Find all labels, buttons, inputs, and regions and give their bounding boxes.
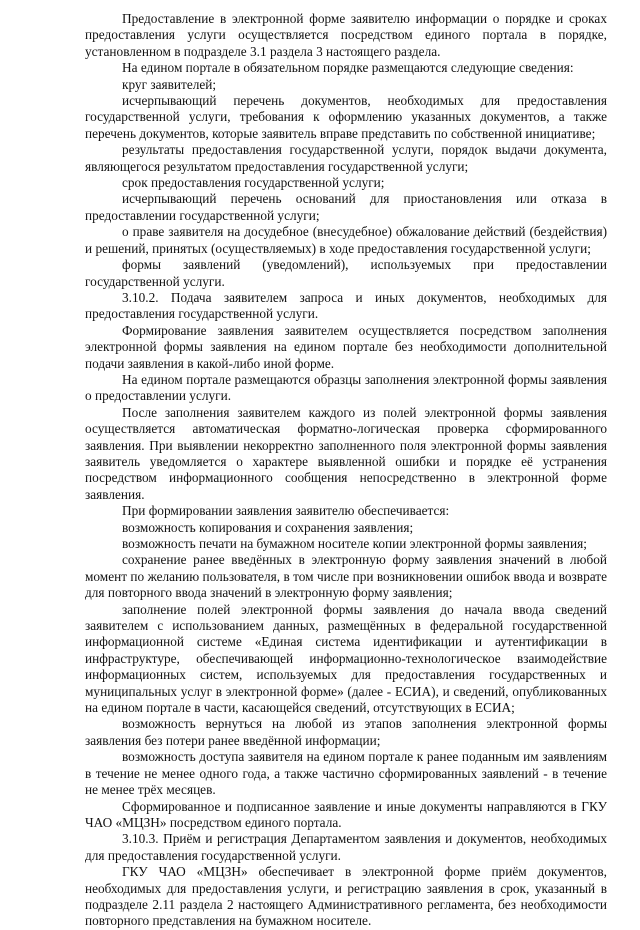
paragraph-provides: При формировании заявления заявителю обеспечивается:: [122, 503, 450, 519]
paragraph-term: срок предоставления государственной услуги;: [122, 175, 385, 191]
paragraph-prefill-esia: заполнение полей электронной формы заявления до начала ввода сведений заявителем с использованием данных, размещённых в федеральной государственной информационной системе «Единая система идентификации и аутентификации в инфраструктуре, обеспечивающей информационно-технологическое взаимодействие информационных систем, используемых для предоставления государственных и муниципальных услуг в электронной форме» (далее - ЕСИА), и сведений, опубликованных на едином портале в части, касающейся сведений, отсутствующих в ЕСИА;: [85, 601, 607, 716]
paragraph-section-3-10-3: 3.10.3. Приём и регистрация Департаментом заявления и документов, необходимых для предоставления государственной услуги.: [85, 831, 607, 863]
paragraph-form-filling: Формирование заявления заявителем осуществляется посредством заполнения электронной формы заявления на едином портале без необходимости дополнительной подачи заявления в какой-либо иной форме.: [85, 322, 607, 371]
paragraph-refusal-grounds: исчерпывающий перечень оснований для приостановления или отказа в предоставлении государственной услуги;: [85, 191, 607, 223]
paragraph-registration: ГКУ ЧАО «МЦЗН» обеспечивает в электронной форме приём документов, необходимых для предоставления услуги, и регистрацию заявления в срок, указанный в подразделе 2.11 раздела 2 настоящего Административного регламента, без необходимости повторного представления на бумажном носителе.: [85, 864, 607, 929]
paragraph-save-values: сохранение ранее введённых в электронную форму заявления значений в любой момент по желанию пользователя, в том числе при возникновении ошибок ввода и возврате для повторного ввода значений в электронную форму заявления;: [85, 552, 607, 601]
paragraph-forms: формы заявлений (уведомлений), используемых при предоставлении государственной услуги.: [85, 257, 607, 289]
paragraph-return-stage: возможность вернуться на любой из этапов заполнения электронной формы заявления без потери ранее введённой информации;: [85, 716, 607, 748]
paragraph-validation: После заполнения заявителем каждого из полей электронной формы заявления осуществляется автоматическая форматно-логическая проверка сформированного заявления. При выявлении некорректно заполненного поля электронной формы заявления заявитель уведомляется о характере выявленной ошибки и порядке её устранения посредством информационного сообщения непосредственно в электронной форме заявления.: [85, 404, 607, 502]
paragraph-portal-info: На едином портале в обязательном порядке размещаются следующие сведения:: [122, 60, 574, 76]
paragraph-samples: На едином портале размещаются образцы заполнения электронной формы заявления о предоставлении услуги.: [85, 371, 607, 404]
paragraph-print: возможность печати на бумажном носителе копии электронной формы заявления;: [122, 536, 587, 551]
paragraph-access-history: возможность доступа заявителя на едином портале к ранее поданным им заявлениям в течение не менее одного года, а также частично сформированных заявлений - в течение не менее трёх месяцев.: [85, 749, 607, 798]
paragraph-section-3-10-2: 3.10.2. Подача заявителем запроса и иных документов, необходимых для предоставления государственной услуги.: [85, 289, 607, 322]
paragraph-submission: Сформированное и подписанное заявление и иные документы направляются в ГКУ ЧАО «МЦЗН» посредством единого портала.: [85, 798, 607, 830]
paragraph-appeal-right: о праве заявителя на досудебное (внесудебное) обжалование действий (бездействия) и решений, принятых (осуществляемых) в ходе предоставления государственной услуги;: [85, 224, 607, 256]
paragraph-copy-save: возможность копирования и сохранения заявления;: [122, 519, 414, 535]
paragraph-results: результаты предоставления государственной услуги, порядок выдачи документа, являющегося результатом предоставления государственной услуги;: [85, 142, 607, 174]
paragraph-info-order: Предоставление в электронной форме заявителю информации о порядке и сроках предоставления услуги осуществляется посредством единого портала в порядке, установленном в подразделе 3.1 раздела 3 настоящего раздела.: [85, 11, 607, 59]
paragraph-applicants: круг заявителей;: [122, 76, 217, 92]
paragraph-document-list: исчерпывающий перечень документов, необходимых для предоставления государственной услуги, требования к оформлению указанных документов, а также перечень документов, которые заявитель вправе представить по собственной инициативе;: [85, 93, 607, 141]
